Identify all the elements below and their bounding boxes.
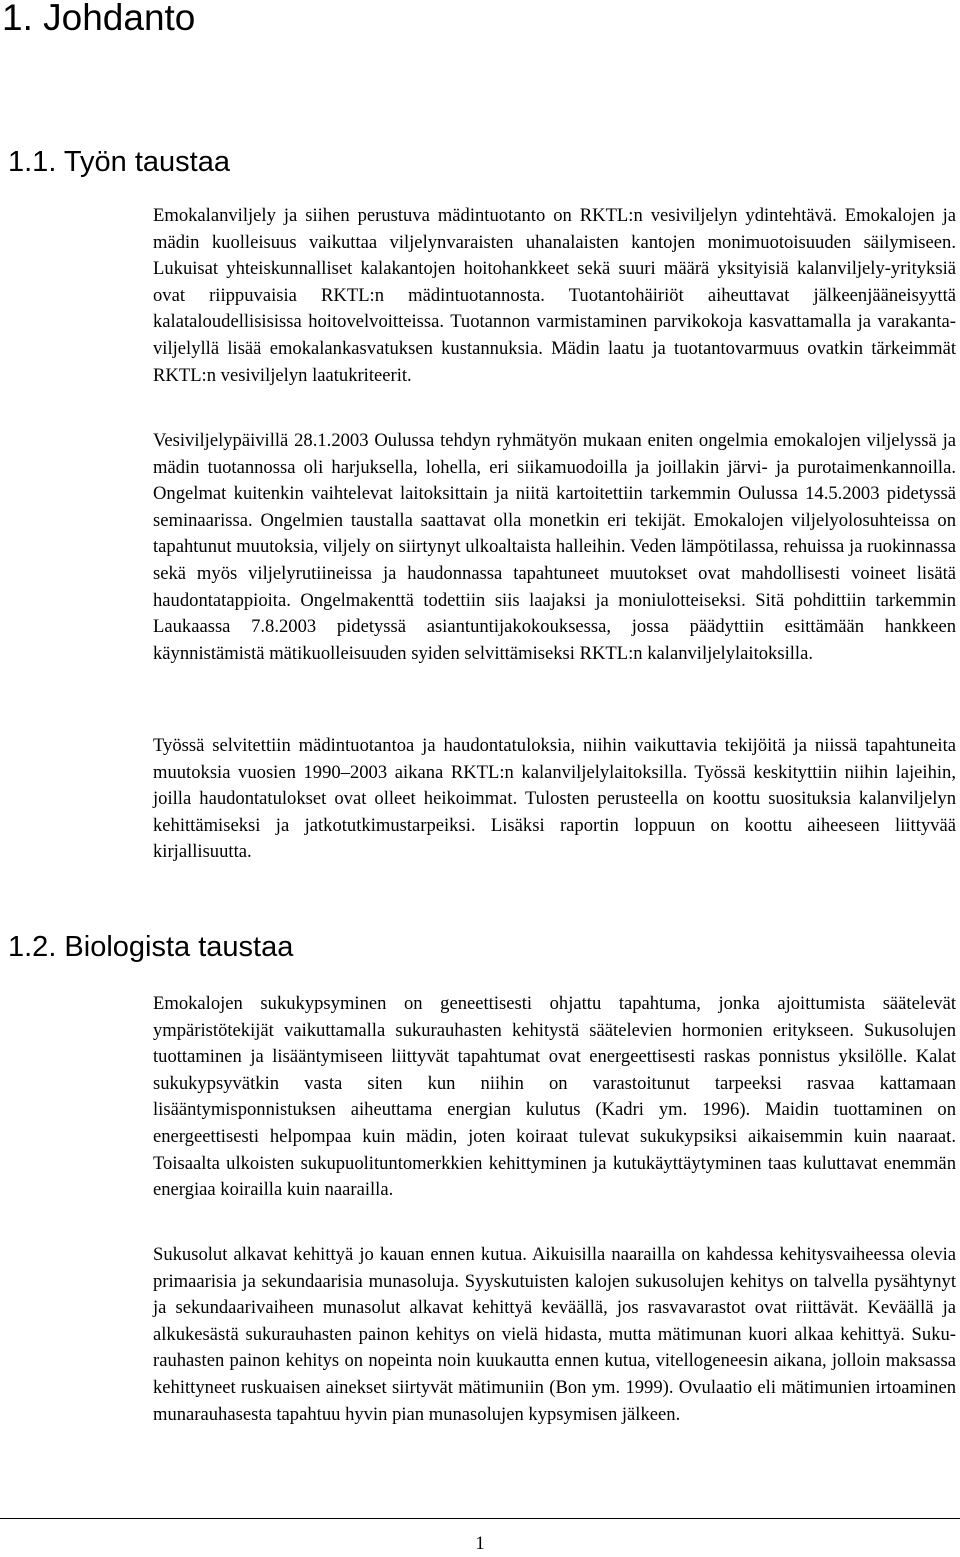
paragraph: Sukusolut alkavat kehittyä jo kauan ennen kutua. Aikuisilla naarailla on kahdessa kehitysvaiheessa olevia primaarisia ja sekundaarisia munasoluja. Syyskutuisten kalojen sukusolujen kehitys on talvella pysähtynyt ja sekundaarivaiheen munasolut alkavat kehittyä keväällä, jos rasvavarastot ovat riittävät. Keväällä ja alkukesästä sukurauhasten painon kehitys on vielä hidasta, mutta mätimunan kuori alkaa kehittyä. Sukurauhasten painon kehitys on nopeinta noin kuukautta ennen kutua, vitellogeneesin aikana, jolloin maksassa kehittyneet ruskuaisen ainekset siirtyvät mätimuniin (Bon ym. 1999). Ovulaatio eli mätimunien irtoaminen munarauhasesta tapahtuu hyvin pian munasolujen kypsymisen jälkeen. <box>153 1244 956 1425</box>
page-number: 1 <box>475 1533 485 1554</box>
section-title-tyon-taustaa: 1.1. Työn taustaa <box>8 146 230 178</box>
chapter-title: 1. Johdanto <box>2 0 196 38</box>
paragraph: Emokalanviljely ja siihen perustuva mädintuotanto on RKTL:n vesiviljelyn ydintehtävä. Emokalojen ja mädin kuolleisuus vaikuttaa viljelynvaraisten uhanalaisten kantojen monimuotoisuuden säilymiseen. Lukuisat yhteiskunnalliset kalakantojen hoitohankkeet sekä suuri määrä yksityisiä kalanviljely-yrityksiä ovat riippuvaisia RKTL:n mädintuotannosta. Tuotantohäiriöt aiheuttavat jälkeenjääneisyyttä kalataloudellisisissa hoitovelvoitteissa. Tuotannon varmistaminen parvikokoja kasvattamalla ja varakantaviljelyllä lisää emokalankasvatuksen kustannuksia. Mädin laatu ja tuotantovarmuus ovatkin tärkeimmät RKTL:n vesiviljelyn laatukriteerit. <box>153 205 956 386</box>
section-title-biologista-taustaa: 1.2. Biologista taustaa <box>8 931 294 963</box>
paragraph: Työssä selvitettiin mädintuotantoa ja haudontatuloksia, niihin vaikuttavia tekijöitä ja niissä tapahtuneita muutoksia vuosien 1990–2003 aikana RKTL:n kalanviljelylaitoksilla. Työssä keskityttiin niihin lajeihin, joilla haudontatulokset ovat olleet heikoimmat. Tulosten perusteella on koottu suosituksia kalanviljelyn kehittämiseksi ja jatkotutkimustarpeiksi. Lisäksi raportin loppuun on koottu aiheeseen liittyvää kirjallisuutta. <box>153 735 956 863</box>
paragraph: Vesiviljelypäivillä 28.1.2003 Oulussa tehdyn ryhmätyön mukaan eniten ongelmia emokalojen viljelyssä ja mädin tuotannossa oli harjuksella, lohella, eri siikamuodoilla ja joillakin järvi- ja purotaimenkannoilla. Ongelmat kuitenkin vaihtelevat laitoksittain ja niitä kartoitettiin tarkemmin Oulussa 14.5.2003 pidetyssä seminaarissa. Ongelmien taustalla saattavat olla monetkin eri tekijät. Emokalojen viljelyolosuhteissa on tapahtunut muutoksia, viljely on siirtynyt ulkoaltaista halleihin. Veden lämpötilassa, rehuissa ja ruokinnassa sekä myös viljelyrutiineissa ja haudonnassa tapahtuneet muutokset ovat mahdollisesti voineet lisätä haudontatappioita. Ongelmakenttä todettiin siis laajaksi ja moniulotteiseksi. Sitä pohdittiin tarkemmin Laukaassa 7.8.2003 pidetyssä asiantuntijakokouksessa, jossa päädyttiin esittämään hankkeen käynnistämistä mätikuolleisuuden syiden selvittämiseksi RKTL:n kalanviljelylaitoksilla. <box>153 430 956 664</box>
paragraph: Emokalojen sukukypsyminen on geneettisesti ohjattu tapahtuma, jonka ajoittumista säätelevät ympäristötekijät vaikuttamalla sukurauhasten kehitystä säätelevien hormonien eritykseen. Sukusolujen tuottaminen ja lisääntymiseen liittyvät tapahtumat ovat energeettisesti raskas ponnistus yksilölle. Kalat sukukypsyvätkin vasta siten kun niihin on varastoitunut tarpeeksi rasvaa kattamaan lisääntymisponnistuksen aiheuttama energian kulutus (Kadri ym. 1996). Maidin tuottaminen on energeettisesti helpompaa kuin mädin, joten koiraat tulevat sukukypsiksi aikaisemmin kuin naaraat. Toisaalta ulkoisten sukupuolituntomerkkien kehittyminen ja kutukäyttäytyminen taas kuluttavat enemmän energiaa koirailla kuin naarailla. <box>153 993 956 1201</box>
footer-divider <box>0 1518 960 1519</box>
